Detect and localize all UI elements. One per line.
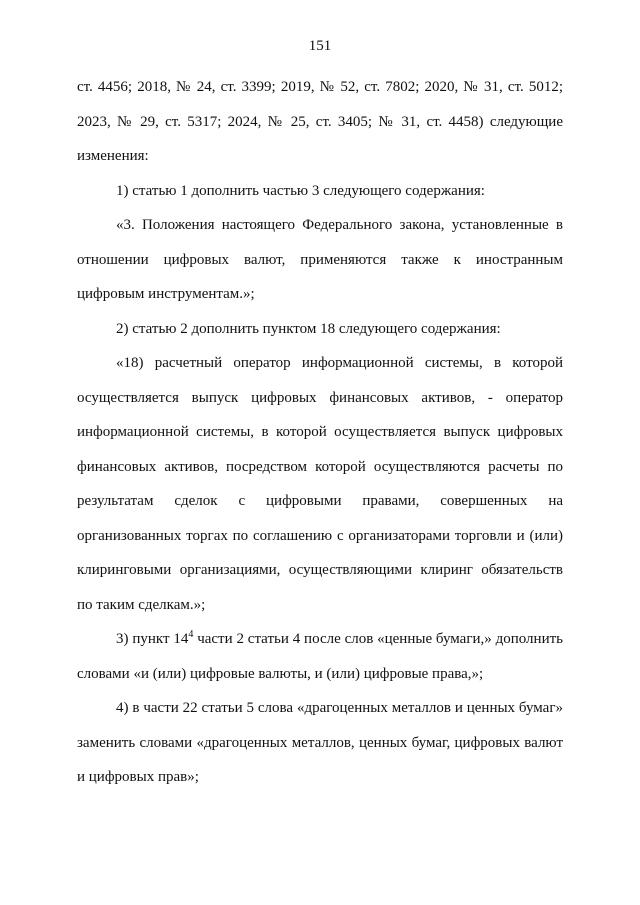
paragraph-quote-point-18: «18) расчетный оператор информационной системы, в которой осуществляется выпуск цифровых финансовых активов, - оператор информационной системы, в которой осуществляется выпуск цифровых финансовых активов, посредством которой осуществляются расчеты по результатам сделок с цифровыми правами, совершенных на организованных торгах по соглашению с организаторами торговли и (или) клиринговыми организациями, осуществляющими клиринг обязательств по таким сделкам.»; [77,355,563,613]
paragraph-item-1: 1) статью 1 дополнить частью 3 следующего содержания: [116,182,485,199]
page-number: 151 [308,38,332,54]
item-3-text-before: 3) пункт 14 [116,631,189,647]
item-3-text-after: части 2 статьи 4 после слов «ценные бумаги,» дополнить словами «и (или) цифровые валюты, и (или) цифровые права,»; [77,631,563,682]
paragraph-quote-part-3: «3. Положения настоящего Федерального закона, установленные в отношении цифровых валют, применяются также к иностранным цифровым инструментам.»; [77,217,563,302]
paragraph-item-4: 4) в части 22 статьи 5 слова «драгоценных металлов и ценных бумаг» заменить словами «драгоценных металлов, ценных бумаг, цифровых валют и цифровых прав»; [77,700,563,785]
paragraph-citation-continuation: ст. 4456; 2018, № 24, ст. 3399; 2019, № 52, ст. 7802; 2020, № 31, ст. 5012; 2023, № 29, ст. 5317; 2024, № 25, ст. 3405; № 31, ст. 4458) следующие изменения: [77,79,563,164]
paragraph-item-3 [77,622,563,691]
document-body [77,70,563,795]
paragraph-item-2: 2) статью 2 дополнить пунктом 18 следующего содержания: [116,320,501,337]
item-3-superscript: 4 [188,629,194,640]
